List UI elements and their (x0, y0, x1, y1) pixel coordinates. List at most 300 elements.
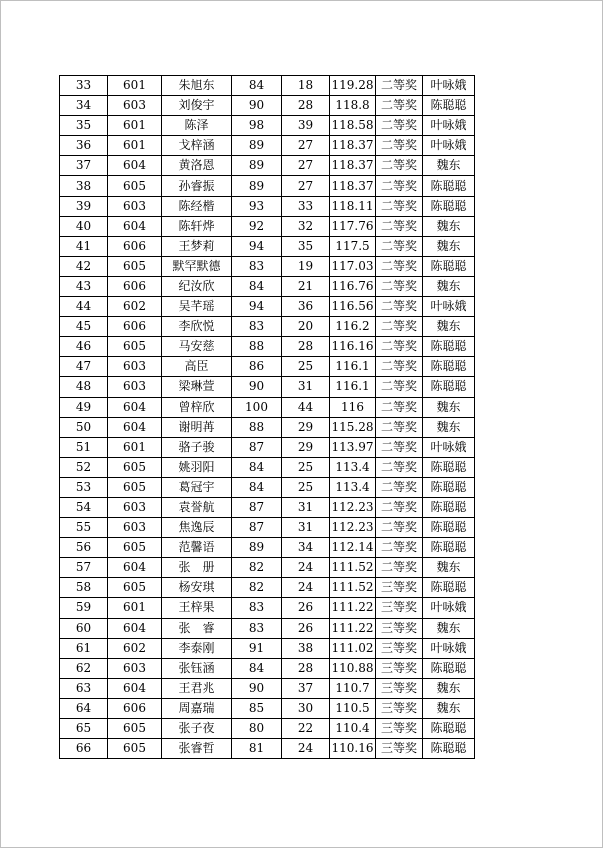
teacher-cell: 叶咏娥 (423, 136, 475, 156)
table-row (60, 196, 475, 216)
rank-cell: 42 (60, 256, 108, 276)
rank-cell: 53 (60, 477, 108, 497)
total-cell: 112.14 (330, 538, 376, 558)
table-row (60, 297, 475, 317)
award-cell: 二等奖 (376, 297, 423, 317)
score-b-cell: 27 (282, 156, 330, 176)
total-cell: 117.03 (330, 256, 376, 276)
rank-cell: 50 (60, 417, 108, 437)
teacher-cell: 陈聪聪 (423, 538, 475, 558)
rank-cell: 60 (60, 618, 108, 638)
score-a-cell: 100 (232, 397, 282, 417)
table-row (60, 136, 475, 156)
award-cell: 二等奖 (376, 236, 423, 256)
award-cell: 二等奖 (376, 497, 423, 517)
rank-cell: 65 (60, 719, 108, 739)
rank-cell: 59 (60, 598, 108, 618)
name-cell: 陈泽 (162, 116, 232, 136)
score-a-cell: 88 (232, 337, 282, 357)
name-cell: 陈轩烨 (162, 216, 232, 236)
name-cell: 孙睿振 (162, 176, 232, 196)
teacher-cell: 叶咏娥 (423, 638, 475, 658)
class-cell: 601 (108, 437, 162, 457)
award-cell: 三等奖 (376, 698, 423, 718)
table-row (60, 96, 475, 116)
class-cell: 604 (108, 216, 162, 236)
class-cell: 606 (108, 698, 162, 718)
rank-cell: 46 (60, 337, 108, 357)
rank-cell: 61 (60, 638, 108, 658)
award-cell: 二等奖 (376, 538, 423, 558)
table-row (60, 216, 475, 236)
award-cell: 二等奖 (376, 176, 423, 196)
total-cell: 110.88 (330, 658, 376, 678)
score-a-cell: 84 (232, 276, 282, 296)
name-cell: 戈梓涵 (162, 136, 232, 156)
total-cell: 115.28 (330, 417, 376, 437)
name-cell: 曾梓欣 (162, 397, 232, 417)
table-row (60, 598, 475, 618)
total-cell: 118.37 (330, 176, 376, 196)
rank-cell: 45 (60, 317, 108, 337)
score-a-cell: 80 (232, 719, 282, 739)
score-a-cell: 84 (232, 76, 282, 96)
score-b-cell: 20 (282, 317, 330, 337)
total-cell: 116 (330, 397, 376, 417)
class-cell: 601 (108, 116, 162, 136)
score-a-cell: 83 (232, 317, 282, 337)
class-cell: 603 (108, 196, 162, 216)
award-cell: 三等奖 (376, 739, 423, 759)
table-row (60, 457, 475, 477)
score-b-cell: 37 (282, 678, 330, 698)
score-a-cell: 94 (232, 236, 282, 256)
rank-cell: 39 (60, 196, 108, 216)
name-cell: 张睿哲 (162, 739, 232, 759)
award-cell: 三等奖 (376, 638, 423, 658)
rank-cell: 54 (60, 497, 108, 517)
score-b-cell: 28 (282, 337, 330, 357)
score-a-cell: 84 (232, 658, 282, 678)
score-a-cell: 94 (232, 297, 282, 317)
score-a-cell: 87 (232, 437, 282, 457)
total-cell: 111.22 (330, 598, 376, 618)
name-cell: 张 睿 (162, 618, 232, 638)
class-cell: 605 (108, 457, 162, 477)
class-cell: 604 (108, 618, 162, 638)
table-row (60, 739, 475, 759)
rank-cell: 48 (60, 377, 108, 397)
table-row (60, 76, 475, 96)
table-row (60, 558, 475, 578)
name-cell: 王君兆 (162, 678, 232, 698)
score-b-cell: 30 (282, 698, 330, 718)
class-cell: 603 (108, 658, 162, 678)
score-b-cell: 34 (282, 538, 330, 558)
score-b-cell: 29 (282, 417, 330, 437)
class-cell: 603 (108, 96, 162, 116)
total-cell: 111.02 (330, 638, 376, 658)
results-table (59, 75, 475, 759)
score-b-cell: 31 (282, 518, 330, 538)
score-b-cell: 35 (282, 236, 330, 256)
award-cell: 二等奖 (376, 196, 423, 216)
score-b-cell: 26 (282, 618, 330, 638)
teacher-cell: 魏东 (423, 276, 475, 296)
score-a-cell: 90 (232, 377, 282, 397)
class-cell: 603 (108, 377, 162, 397)
total-cell: 112.23 (330, 518, 376, 538)
name-cell: 默罕默德 (162, 256, 232, 276)
table-row (60, 437, 475, 457)
score-a-cell: 87 (232, 518, 282, 538)
teacher-cell: 陈聪聪 (423, 719, 475, 739)
rank-cell: 38 (60, 176, 108, 196)
score-a-cell: 82 (232, 558, 282, 578)
score-b-cell: 27 (282, 136, 330, 156)
rank-cell: 63 (60, 678, 108, 698)
teacher-cell: 陈聪聪 (423, 658, 475, 678)
teacher-cell: 陈聪聪 (423, 357, 475, 377)
name-cell: 李欣悦 (162, 317, 232, 337)
table-row (60, 377, 475, 397)
total-cell: 116.56 (330, 297, 376, 317)
total-cell: 116.76 (330, 276, 376, 296)
total-cell: 110.16 (330, 739, 376, 759)
teacher-cell: 魏东 (423, 156, 475, 176)
score-a-cell: 81 (232, 739, 282, 759)
award-cell: 三等奖 (376, 678, 423, 698)
teacher-cell: 陈聪聪 (423, 518, 475, 538)
total-cell: 118.37 (330, 156, 376, 176)
score-b-cell: 27 (282, 176, 330, 196)
table-row (60, 578, 475, 598)
award-cell: 二等奖 (376, 317, 423, 337)
rank-cell: 44 (60, 297, 108, 317)
score-b-cell: 19 (282, 256, 330, 276)
award-cell: 二等奖 (376, 397, 423, 417)
class-cell: 604 (108, 417, 162, 437)
name-cell: 葛冠宇 (162, 477, 232, 497)
table-row (60, 236, 475, 256)
rank-cell: 58 (60, 578, 108, 598)
name-cell: 焦逸辰 (162, 518, 232, 538)
rank-cell: 49 (60, 397, 108, 417)
name-cell: 谢明苒 (162, 417, 232, 437)
class-cell: 602 (108, 638, 162, 658)
score-a-cell: 90 (232, 678, 282, 698)
teacher-cell: 陈聪聪 (423, 377, 475, 397)
score-a-cell: 89 (232, 136, 282, 156)
score-a-cell: 84 (232, 477, 282, 497)
rank-cell: 34 (60, 96, 108, 116)
name-cell: 骆子骏 (162, 437, 232, 457)
teacher-cell: 陈聪聪 (423, 96, 475, 116)
score-b-cell: 28 (282, 96, 330, 116)
name-cell: 朱旭东 (162, 76, 232, 96)
total-cell: 116.16 (330, 337, 376, 357)
name-cell: 梁琳萱 (162, 377, 232, 397)
table-row (60, 397, 475, 417)
rank-cell: 35 (60, 116, 108, 136)
teacher-cell: 叶咏娥 (423, 598, 475, 618)
award-cell: 三等奖 (376, 658, 423, 678)
score-a-cell: 92 (232, 216, 282, 236)
total-cell: 110.4 (330, 719, 376, 739)
name-cell: 袁誉航 (162, 497, 232, 517)
rank-cell: 40 (60, 216, 108, 236)
rank-cell: 36 (60, 136, 108, 156)
total-cell: 110.7 (330, 678, 376, 698)
table-row (60, 337, 475, 357)
rank-cell: 47 (60, 357, 108, 377)
score-a-cell: 83 (232, 618, 282, 638)
table-row (60, 276, 475, 296)
score-a-cell: 84 (232, 457, 282, 477)
teacher-cell: 陈聪聪 (423, 739, 475, 759)
total-cell: 118.11 (330, 196, 376, 216)
score-b-cell: 25 (282, 457, 330, 477)
table-row (60, 618, 475, 638)
name-cell: 张钰涵 (162, 658, 232, 678)
class-cell: 605 (108, 337, 162, 357)
rank-cell: 57 (60, 558, 108, 578)
award-cell: 二等奖 (376, 558, 423, 578)
total-cell: 118.37 (330, 136, 376, 156)
award-cell: 二等奖 (376, 216, 423, 236)
score-a-cell: 98 (232, 116, 282, 136)
table-row (60, 497, 475, 517)
teacher-cell: 陈聪聪 (423, 196, 475, 216)
class-cell: 605 (108, 578, 162, 598)
rank-cell: 56 (60, 538, 108, 558)
table-row (60, 357, 475, 377)
table-row (60, 698, 475, 718)
score-a-cell: 90 (232, 96, 282, 116)
class-cell: 603 (108, 497, 162, 517)
total-cell: 111.52 (330, 558, 376, 578)
score-b-cell: 38 (282, 638, 330, 658)
teacher-cell: 陈聪聪 (423, 256, 475, 276)
teacher-cell: 陈聪聪 (423, 477, 475, 497)
class-cell: 606 (108, 236, 162, 256)
score-b-cell: 22 (282, 719, 330, 739)
name-cell: 吴芊瑶 (162, 297, 232, 317)
table-row (60, 317, 475, 337)
total-cell: 112.23 (330, 497, 376, 517)
total-cell: 113.4 (330, 457, 376, 477)
class-cell: 601 (108, 136, 162, 156)
total-cell: 119.28 (330, 76, 376, 96)
name-cell: 黄洛恩 (162, 156, 232, 176)
name-cell: 张 册 (162, 558, 232, 578)
score-a-cell: 87 (232, 497, 282, 517)
teacher-cell: 叶咏娥 (423, 437, 475, 457)
total-cell: 110.5 (330, 698, 376, 718)
total-cell: 118.8 (330, 96, 376, 116)
total-cell: 117.76 (330, 216, 376, 236)
table-row (60, 156, 475, 176)
total-cell: 118.58 (330, 116, 376, 136)
table-row (60, 678, 475, 698)
award-cell: 二等奖 (376, 477, 423, 497)
name-cell: 高臣 (162, 357, 232, 377)
name-cell: 姚羽阳 (162, 457, 232, 477)
award-cell: 二等奖 (376, 518, 423, 538)
teacher-cell: 魏东 (423, 698, 475, 718)
score-a-cell: 89 (232, 156, 282, 176)
rank-cell: 37 (60, 156, 108, 176)
award-cell: 二等奖 (376, 256, 423, 276)
class-cell: 605 (108, 739, 162, 759)
total-cell: 111.52 (330, 578, 376, 598)
class-cell: 605 (108, 538, 162, 558)
class-cell: 605 (108, 477, 162, 497)
class-cell: 601 (108, 76, 162, 96)
rank-cell: 33 (60, 76, 108, 96)
award-cell: 二等奖 (376, 276, 423, 296)
total-cell: 111.22 (330, 618, 376, 638)
teacher-cell: 叶咏娥 (423, 76, 475, 96)
class-cell: 604 (108, 156, 162, 176)
table-row (60, 256, 475, 276)
rank-cell: 43 (60, 276, 108, 296)
name-cell: 李泰刚 (162, 638, 232, 658)
name-cell: 纪汝欣 (162, 276, 232, 296)
score-b-cell: 24 (282, 578, 330, 598)
rank-cell: 41 (60, 236, 108, 256)
award-cell: 三等奖 (376, 598, 423, 618)
score-b-cell: 24 (282, 739, 330, 759)
award-cell: 二等奖 (376, 156, 423, 176)
total-cell: 116.1 (330, 377, 376, 397)
table-row (60, 719, 475, 739)
rank-cell: 66 (60, 739, 108, 759)
name-cell: 张子夜 (162, 719, 232, 739)
name-cell: 王梦莉 (162, 236, 232, 256)
class-cell: 605 (108, 176, 162, 196)
table-row (60, 638, 475, 658)
score-a-cell: 86 (232, 357, 282, 377)
teacher-cell: 魏东 (423, 678, 475, 698)
score-b-cell: 26 (282, 598, 330, 618)
award-cell: 三等奖 (376, 578, 423, 598)
award-cell: 二等奖 (376, 417, 423, 437)
total-cell: 113.4 (330, 477, 376, 497)
score-b-cell: 32 (282, 216, 330, 236)
award-cell: 三等奖 (376, 618, 423, 638)
score-b-cell: 33 (282, 196, 330, 216)
score-b-cell: 24 (282, 558, 330, 578)
teacher-cell: 陈聪聪 (423, 497, 475, 517)
teacher-cell: 魏东 (423, 397, 475, 417)
name-cell: 陈经楷 (162, 196, 232, 216)
award-cell: 二等奖 (376, 96, 423, 116)
score-b-cell: 39 (282, 116, 330, 136)
teacher-cell: 魏东 (423, 236, 475, 256)
name-cell: 范馨语 (162, 538, 232, 558)
class-cell: 606 (108, 317, 162, 337)
class-cell: 601 (108, 598, 162, 618)
score-b-cell: 31 (282, 497, 330, 517)
award-cell: 二等奖 (376, 136, 423, 156)
class-cell: 604 (108, 678, 162, 698)
award-cell: 二等奖 (376, 377, 423, 397)
award-cell: 二等奖 (376, 76, 423, 96)
score-b-cell: 21 (282, 276, 330, 296)
table-row (60, 518, 475, 538)
total-cell: 117.5 (330, 236, 376, 256)
teacher-cell: 魏东 (423, 216, 475, 236)
score-a-cell: 89 (232, 538, 282, 558)
class-cell: 604 (108, 397, 162, 417)
class-cell: 605 (108, 719, 162, 739)
rank-cell: 64 (60, 698, 108, 718)
name-cell: 杨安琪 (162, 578, 232, 598)
table-row (60, 176, 475, 196)
score-b-cell: 44 (282, 397, 330, 417)
teacher-cell: 陈聪聪 (423, 578, 475, 598)
score-a-cell: 91 (232, 638, 282, 658)
rank-cell: 51 (60, 437, 108, 457)
score-a-cell: 82 (232, 578, 282, 598)
teacher-cell: 陈聪聪 (423, 176, 475, 196)
table-row (60, 477, 475, 497)
class-cell: 602 (108, 297, 162, 317)
score-b-cell: 29 (282, 437, 330, 457)
table-row (60, 417, 475, 437)
score-a-cell: 89 (232, 176, 282, 196)
class-cell: 604 (108, 558, 162, 578)
teacher-cell: 魏东 (423, 417, 475, 437)
award-cell: 二等奖 (376, 337, 423, 357)
teacher-cell: 陈聪聪 (423, 337, 475, 357)
award-cell: 二等奖 (376, 457, 423, 477)
score-a-cell: 83 (232, 256, 282, 276)
score-a-cell: 88 (232, 417, 282, 437)
rank-cell: 52 (60, 457, 108, 477)
rank-cell: 62 (60, 658, 108, 678)
score-b-cell: 25 (282, 357, 330, 377)
score-b-cell: 25 (282, 477, 330, 497)
teacher-cell: 魏东 (423, 317, 475, 337)
award-cell: 二等奖 (376, 437, 423, 457)
name-cell: 王梓果 (162, 598, 232, 618)
teacher-cell: 叶咏娥 (423, 116, 475, 136)
class-cell: 603 (108, 518, 162, 538)
name-cell: 周嘉瑞 (162, 698, 232, 718)
total-cell: 116.2 (330, 317, 376, 337)
name-cell: 马安慈 (162, 337, 232, 357)
table-row (60, 116, 475, 136)
score-b-cell: 31 (282, 377, 330, 397)
table-row (60, 658, 475, 678)
total-cell: 116.1 (330, 357, 376, 377)
score-a-cell: 85 (232, 698, 282, 718)
class-cell: 603 (108, 357, 162, 377)
class-cell: 605 (108, 256, 162, 276)
award-cell: 三等奖 (376, 719, 423, 739)
score-a-cell: 93 (232, 196, 282, 216)
score-a-cell: 83 (232, 598, 282, 618)
class-cell: 606 (108, 276, 162, 296)
name-cell: 刘俊宇 (162, 96, 232, 116)
total-cell: 113.97 (330, 437, 376, 457)
award-cell: 二等奖 (376, 116, 423, 136)
score-b-cell: 36 (282, 297, 330, 317)
teacher-cell: 魏东 (423, 558, 475, 578)
score-b-cell: 18 (282, 76, 330, 96)
